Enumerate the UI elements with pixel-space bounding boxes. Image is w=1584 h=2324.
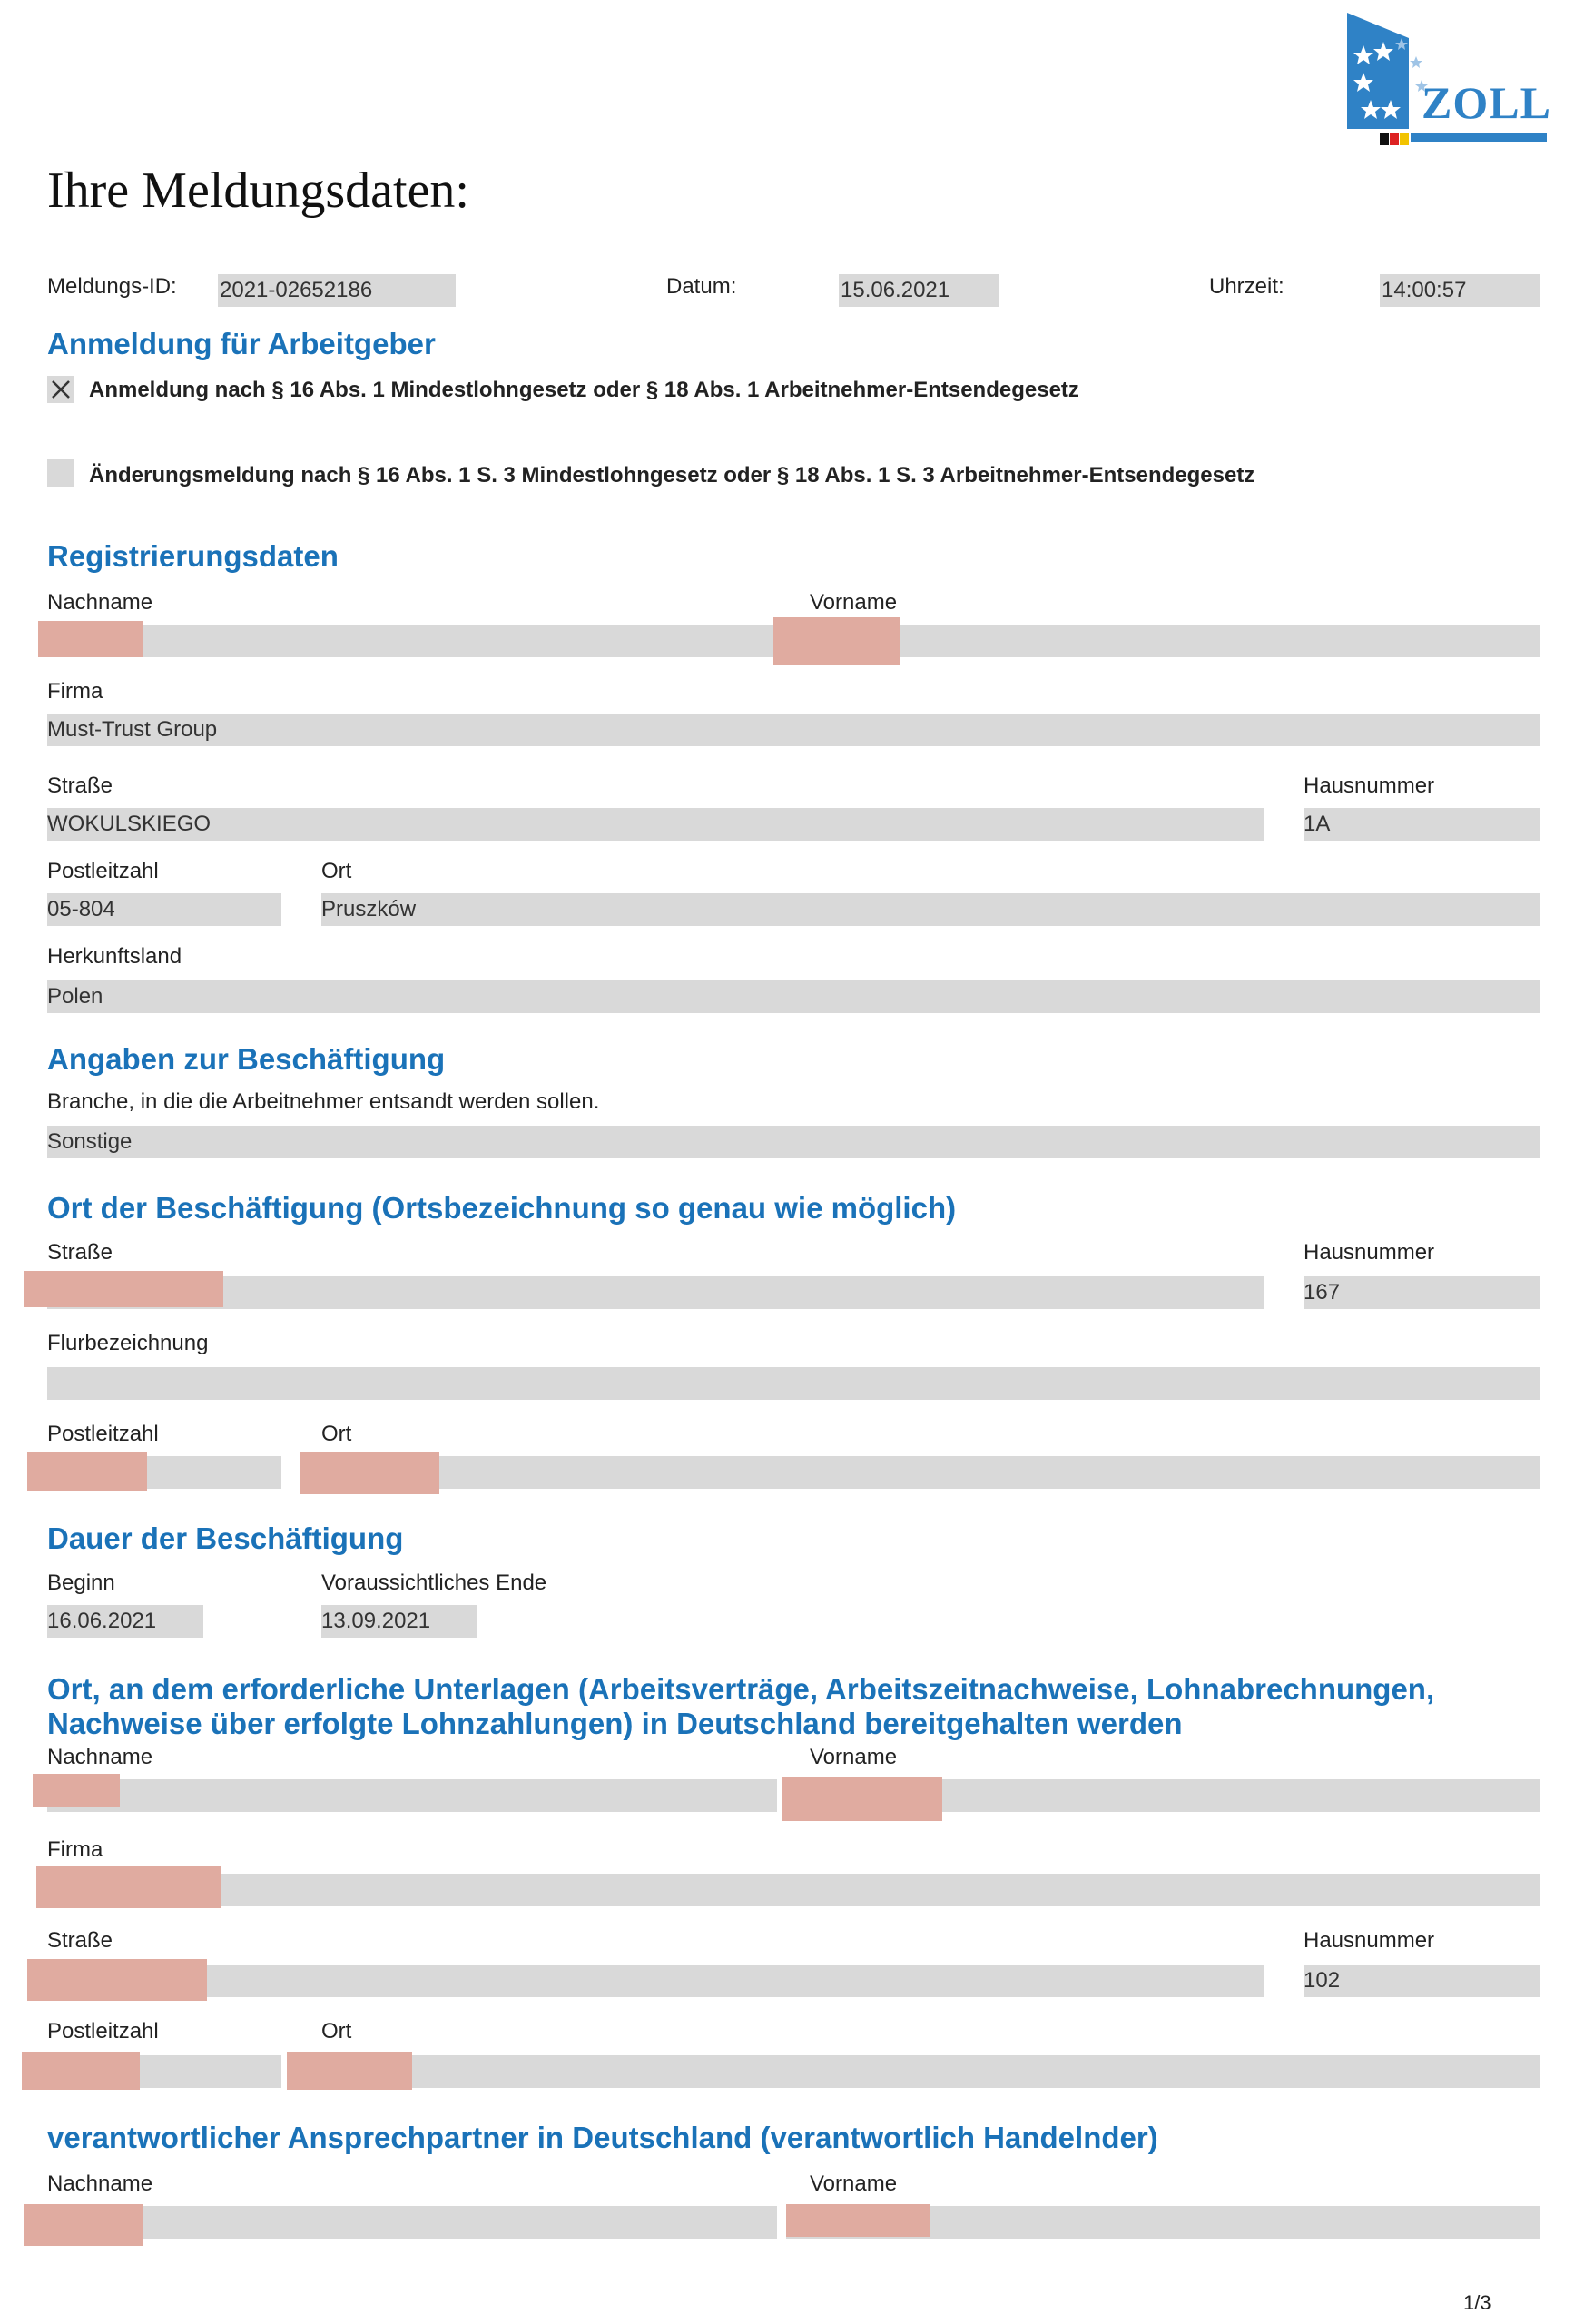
- meldungs-id-field: 2021-02652186: [218, 274, 456, 307]
- ob-flur-label: Flurbezeichnung: [47, 1331, 209, 1355]
- heading-ansprechpartner: verantwortlicher Ansprechpartner in Deutschland (verantwortlich Handelnder): [47, 2121, 1158, 2154]
- checkbox-aenderung[interactable]: [47, 459, 74, 487]
- zoll-logo: [1343, 11, 1552, 147]
- reg-nachname-label: Nachname: [47, 590, 153, 615]
- heading-dauer: Dauer der Beschäftigung: [47, 1521, 404, 1555]
- checkbox-aenderung-label: Änderungsmeldung nach § 16 Abs. 1 S. 3 Mindestlohngesetz oder § 18 Abs. 1 S. 3 Arbeitnehmer-Entsendegesetz: [89, 463, 1255, 487]
- branche-field: Sonstige: [47, 1126, 1540, 1158]
- uhrzeit-field: 14:00:57: [1380, 274, 1540, 307]
- ob-ort-redaction: [300, 1452, 439, 1494]
- beginn-field: 16.06.2021: [47, 1605, 203, 1638]
- checkbox-anmeldung-label: Anmeldung nach § 16 Abs. 1 Mindestlohngesetz oder § 18 Abs. 1 Arbeitnehmer-Entsendegesetz: [89, 378, 1079, 402]
- ul-firma-redaction: [36, 1866, 221, 1908]
- uhrzeit-label: Uhrzeit:: [1209, 274, 1284, 299]
- checkbox-anmeldung[interactable]: [47, 376, 74, 403]
- ul-hausnummer-field: 102: [1304, 1965, 1540, 1997]
- reg-ort-field: Pruszków: [321, 893, 1540, 926]
- ende-field: 13.09.2021: [321, 1605, 477, 1638]
- ap-nachname-redaction: [24, 2204, 143, 2246]
- reg-ort-label: Ort: [321, 859, 352, 883]
- ap-nachname-label: Nachname: [47, 2171, 153, 2196]
- ul-firma-field: [47, 1874, 1540, 1906]
- ul-ort-field: [287, 2055, 1540, 2088]
- heading-beschaeftigung: Angaben zur Beschäftigung: [47, 1042, 446, 1076]
- ul-vorname-redaction: [782, 1777, 942, 1821]
- ul-plz-label: Postleitzahl: [47, 2019, 159, 2043]
- ul-ort-redaction: [287, 2052, 412, 2090]
- page-title: Ihre Meldungsdaten:: [47, 162, 469, 219]
- heading-registrierung: Registrierungsdaten: [47, 539, 339, 573]
- ul-nachname-redaction: [33, 1774, 120, 1807]
- reg-firma-label: Firma: [47, 679, 103, 704]
- check-x-icon: [47, 376, 74, 403]
- datum-field: 15.06.2021: [839, 274, 999, 307]
- reg-nachname-redaction: [38, 621, 143, 657]
- reg-vorname-field: [810, 625, 1540, 657]
- ul-hausnummer-label: Hausnummer: [1304, 1928, 1435, 1953]
- reg-land-field: Polen: [47, 980, 1540, 1013]
- ob-hausnummer-label: Hausnummer: [1304, 1240, 1435, 1265]
- reg-plz-label: Postleitzahl: [47, 859, 159, 883]
- ul-vorname-label: Vorname: [810, 1745, 898, 1769]
- ul-firma-label: Firma: [47, 1837, 103, 1862]
- page-number: 1/3: [1463, 2291, 1491, 2314]
- reg-strasse-label: Straße: [47, 773, 113, 798]
- datum-label: Datum:: [666, 274, 737, 299]
- ul-strasse-redaction: [27, 1959, 207, 2001]
- ob-ort-label: Ort: [321, 1422, 352, 1446]
- heading-anmeldung: Anmeldung für Arbeitgeber: [47, 327, 436, 360]
- ul-nachname-label: Nachname: [47, 1745, 153, 1769]
- reg-nachname-field: [47, 625, 777, 657]
- reg-strasse-field: WOKULSKIEGO: [47, 808, 1264, 841]
- heading-unterlagen-2: Nachweise über erfolgte Lohnzahlungen) in Deutschland bereitgehalten werden: [47, 1707, 1183, 1740]
- branche-label: Branche, in die die Arbeitnehmer entsandt werden sollen.: [47, 1089, 600, 1114]
- beginn-label: Beginn: [47, 1571, 115, 1595]
- meldungs-id-label: Meldungs-ID:: [47, 274, 177, 299]
- ob-strasse-redaction: [24, 1271, 223, 1307]
- ob-flur-field: [47, 1367, 1540, 1400]
- ul-ort-label: Ort: [321, 2019, 352, 2043]
- ul-nachname-field: [47, 1779, 777, 1812]
- ob-strasse-field: [47, 1276, 1264, 1309]
- ap-vorname-redaction: [786, 2204, 930, 2237]
- ul-strasse-field: [47, 1965, 1264, 1997]
- ob-plz-redaction: [27, 1452, 147, 1491]
- reg-vorname-redaction: [773, 617, 900, 665]
- reg-vorname-label: Vorname: [810, 590, 898, 615]
- reg-firma-field: Must-Trust Group: [47, 714, 1540, 746]
- ob-strasse-label: Straße: [47, 1240, 113, 1265]
- logo-text: ZOLL: [1422, 77, 1551, 128]
- heading-ort-beschaeftigung: Ort der Beschäftigung (Ortsbezeichnung so genau wie möglich): [47, 1191, 957, 1225]
- ende-label: Voraussichtliches Ende: [321, 1571, 547, 1595]
- reg-hausnummer-label: Hausnummer: [1304, 773, 1435, 798]
- heading-unterlagen-1: Ort, an dem erforderliche Unterlagen (Arbeitsverträge, Arbeitszeitnachweise, Lohnabrechnungen,: [47, 1672, 1435, 1706]
- reg-hausnummer-field: 1A: [1304, 808, 1540, 841]
- ob-hausnummer-field: 167: [1304, 1276, 1540, 1309]
- ul-plz-redaction: [22, 2052, 140, 2090]
- ap-vorname-label: Vorname: [810, 2171, 898, 2196]
- reg-plz-field: 05-804: [47, 893, 281, 926]
- ob-plz-label: Postleitzahl: [47, 1422, 159, 1446]
- reg-land-label: Herkunftsland: [47, 944, 182, 969]
- ob-ort-field: [321, 1456, 1540, 1489]
- ul-strasse-label: Straße: [47, 1928, 113, 1953]
